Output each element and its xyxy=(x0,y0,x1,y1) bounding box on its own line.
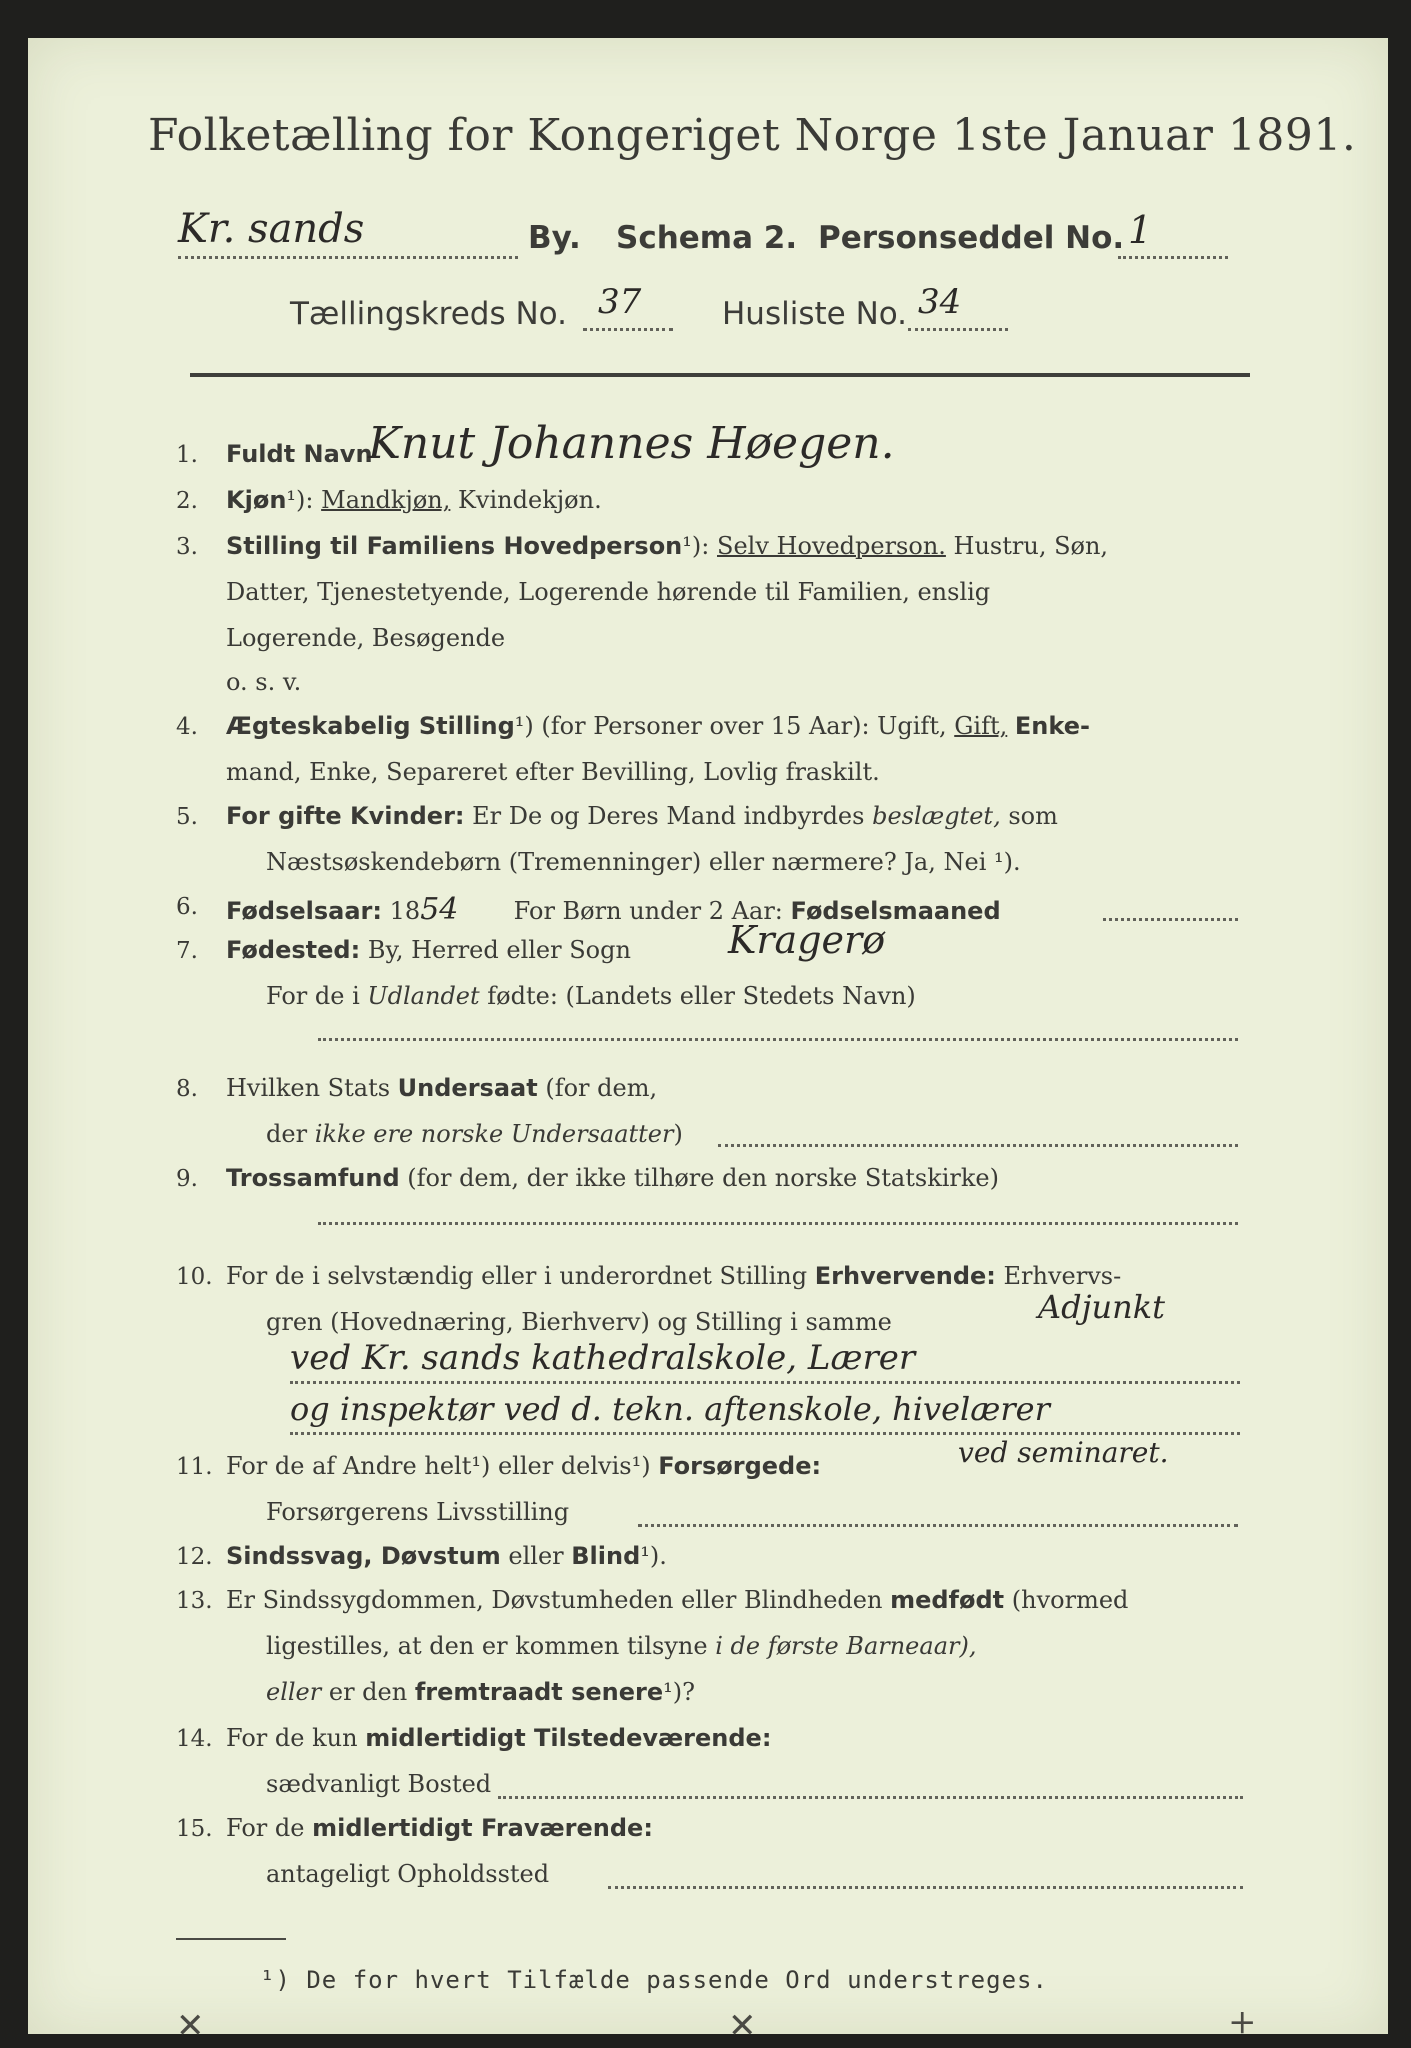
husliste-dotline xyxy=(908,328,1008,331)
q7-line2 xyxy=(266,982,916,1010)
town-dotline xyxy=(178,256,518,259)
q12-line xyxy=(226,1542,667,1570)
q6-answer-year: 54 xyxy=(420,892,459,927)
kreds-dotline xyxy=(583,328,673,331)
q3-line1 xyxy=(226,532,1108,560)
q6-number: 6. xyxy=(176,894,198,920)
q3-line3: Logerende, Besøgende xyxy=(226,624,506,652)
husliste-label: Husliste No. xyxy=(722,296,908,332)
q10-answer3: og inspektør ved d. tekn. aftenskole, hivelærer xyxy=(290,1390,1050,1428)
q11-line1 xyxy=(226,1452,821,1480)
q4-line1 xyxy=(226,712,1090,740)
q8-label: Undersaat xyxy=(397,1074,538,1102)
q13-line1 xyxy=(226,1586,1128,1614)
q4-line1-mid: (for Personer over 15 Aar): Ugift, xyxy=(541,712,947,740)
q8-line1a: Hvilken Stats xyxy=(226,1074,391,1102)
q8-line2: der ikke ere norske Undersaatter) xyxy=(266,1120,683,1148)
q10-answer4: ved seminaret. xyxy=(958,1436,1169,1469)
q3-line1-rest: Hustru, Søn, xyxy=(953,532,1109,560)
q10-dotline2 xyxy=(290,1432,1240,1435)
q8-number: 8. xyxy=(176,1076,198,1102)
q10-line1b: Erhvervs- xyxy=(1003,1262,1122,1290)
q5-line1-end: som xyxy=(1008,802,1058,830)
q8-line2-italic: ikke ere norske Undersaatter xyxy=(314,1120,674,1148)
q2-line xyxy=(226,486,602,514)
q15-label: midlertidigt Fraværende: xyxy=(312,1814,653,1842)
q11-number: 11. xyxy=(176,1454,213,1480)
registration-mark-center-icon: ✕ xyxy=(728,2006,757,2046)
registration-mark-right-icon: + xyxy=(1228,2002,1257,2042)
census-form xyxy=(28,38,1388,2046)
town-handwritten: Kr. sands xyxy=(178,206,365,252)
q15-line1a: For de xyxy=(226,1814,305,1842)
q9-number: 9. xyxy=(176,1166,198,1192)
q4-number: 4. xyxy=(176,714,198,740)
q2-label: Kjøn xyxy=(226,486,287,514)
q14-line2: sædvanligt Bosted xyxy=(266,1770,492,1798)
q6-dotline xyxy=(1103,918,1238,921)
q13-label: medfødt xyxy=(890,1586,1005,1614)
q13-label2: fremtraadt senere xyxy=(414,1678,664,1706)
q4-sup: ¹) xyxy=(514,712,534,740)
q12-label: Sindssvag, Døvstum xyxy=(226,1542,501,1570)
q11-line2: Forsørgerens Livsstilling xyxy=(266,1498,570,1526)
q13-line3 xyxy=(266,1678,695,1706)
q13-number: 13. xyxy=(176,1588,213,1614)
q13-line3b: ¹)? xyxy=(663,1678,696,1706)
q6-mid: For Børn under 2 Aar: xyxy=(513,897,783,925)
q5-italic: beslægtet, xyxy=(872,802,1001,830)
q7-number: 7. xyxy=(176,938,198,964)
q5-number: 5. xyxy=(176,804,198,830)
q14-label: midlertidigt Tilstedeværende: xyxy=(365,1724,772,1752)
header-rule xyxy=(190,373,1250,377)
q12-label2: Blind xyxy=(571,1542,641,1570)
q14-line1 xyxy=(226,1724,771,1752)
q12-number: 12. xyxy=(176,1544,213,1570)
q7-line2b: fødte: (Landets eller Stedets Navn) xyxy=(487,982,916,1010)
q4-label: Ægteskabelig Stilling xyxy=(226,712,515,740)
q10-answer2: ved Kr. sands kathedralskole, Lærer xyxy=(290,1338,916,1378)
q1-label: Fuldt Navn xyxy=(226,440,373,468)
q10-line2: gren (Hovednæring, Bierhverv) og Stilling i samme xyxy=(266,1308,892,1336)
q7-label: Fødested: xyxy=(226,936,361,964)
q3-line4: o. s. v. xyxy=(226,668,302,696)
kreds-label: Tællingskreds No. xyxy=(290,296,567,332)
q9-label: Trossamfund xyxy=(226,1164,400,1192)
q10-number: 10. xyxy=(176,1264,213,1290)
q2-sup: ¹): xyxy=(286,486,314,514)
q7-dotline xyxy=(318,1038,1238,1041)
q13-line2a: ligestilles, at den er kommen tilsyne xyxy=(266,1632,708,1660)
q13-line3a: er den xyxy=(328,1678,408,1706)
q14-line1a: For de kun xyxy=(226,1724,358,1752)
personseddel-label: Personseddel No. xyxy=(818,220,1125,256)
q4-option-selected: Gift, xyxy=(954,712,1008,740)
q2-number: 2. xyxy=(176,488,198,514)
q1-answer-name: Knut Johannes Høegen. xyxy=(368,418,895,469)
q10-line1 xyxy=(226,1262,1121,1290)
q10-line1a: For de i selvstændig eller i underordnet Stilling xyxy=(226,1262,808,1290)
q14-number: 14. xyxy=(176,1726,213,1752)
q9-line1 xyxy=(226,1164,999,1192)
q5-line1 xyxy=(226,802,1058,830)
q8-dotline xyxy=(718,1144,1238,1147)
q10-dotline1 xyxy=(290,1381,1240,1384)
q7-line2a: For de i xyxy=(266,982,360,1010)
q15-line2: antageligt Opholdssted xyxy=(266,1860,550,1888)
q9-dotline xyxy=(318,1222,1238,1225)
q3-option-selected: Selv Hovedperson. xyxy=(717,532,946,560)
q4-line1-end: Enke- xyxy=(1014,712,1090,740)
q5-line2: Næstsøskendebørn (Tremenninger) eller nærmere? Ja, Nei ¹). xyxy=(266,848,1021,876)
q8-line2a: der xyxy=(266,1120,308,1148)
q3-line2: Datter, Tjenestetyende, Logerende hørende til Familien, enslig xyxy=(226,578,991,606)
form-title: Folketælling for Kongeriget Norge 1ste Januar 1891. xyxy=(148,110,1357,161)
q13-line2-italic: i de første Barneaar), xyxy=(715,1632,977,1660)
q10-answer1: Adjunkt xyxy=(1038,1288,1165,1326)
q4-line2: mand, Enke, Separeret efter Bevilling, Lovlig fraskilt. xyxy=(226,758,880,786)
q9-line1-text: (for dem, der ikke tilhøre den norske Statskirke) xyxy=(407,1164,999,1192)
q11-line1a: For de af Andre helt¹) eller delvis¹) xyxy=(226,1452,651,1480)
q15-dotline xyxy=(608,1886,1243,1889)
q2-option-kvindekjon: Kvindekjøn. xyxy=(458,486,602,514)
q7-answer-place: Kragerø xyxy=(728,918,886,962)
personseddel-dotline xyxy=(1118,256,1228,259)
q10-label: Erhvervende: xyxy=(814,1262,996,1290)
q14-dotline xyxy=(498,1796,1243,1799)
q15-number: 15. xyxy=(176,1816,213,1842)
personseddel-number: 1 xyxy=(1128,208,1153,252)
by-label: By. xyxy=(528,220,581,256)
schema-label: Schema 2. xyxy=(616,220,798,256)
q13-line1b: (hvormed xyxy=(1011,1586,1129,1614)
q2-option-mandkjon: Mandkjøn, xyxy=(321,486,451,514)
q7-line1-text: By, Herred eller Sogn xyxy=(367,936,631,964)
q8-line1 xyxy=(226,1074,657,1102)
q13-line2 xyxy=(266,1632,976,1660)
kreds-number: 37 xyxy=(598,282,642,322)
q7-line2-italic: Udlandet xyxy=(367,982,480,1010)
q11-label: Forsørgede: xyxy=(658,1452,822,1480)
q12-end: ¹). xyxy=(640,1542,667,1570)
q6-label2: Fødselsmaaned xyxy=(790,897,1001,925)
q5-line1-text: Er De og Deres Mand indbyrdes xyxy=(472,802,865,830)
footnote-rule xyxy=(176,1938,286,1940)
q15-line1 xyxy=(226,1814,653,1842)
q12-mid: eller xyxy=(508,1542,564,1570)
husliste-number: 34 xyxy=(918,282,962,322)
q13-line1a: Er Sindssygdommen, Døvstumheden eller Blindheden xyxy=(226,1586,883,1614)
footnote: ¹) De for hvert Tilfælde passende Ord understreges. xyxy=(260,1966,1048,1994)
q3-sup: ¹): xyxy=(682,532,710,560)
q8-line1b: (for dem, xyxy=(545,1074,658,1102)
q6-prefix: 18 xyxy=(389,897,421,925)
q11-dotline xyxy=(638,1524,1238,1527)
q5-label: For gifte Kvinder: xyxy=(226,802,465,830)
q6-label: Fødselsaar: xyxy=(226,897,382,925)
q7-line1 xyxy=(226,936,631,964)
q1-number: 1. xyxy=(176,442,198,468)
q13-line3-italic: eller xyxy=(266,1678,322,1706)
q3-label: Stilling til Familiens Hovedperson xyxy=(226,532,683,560)
q3-number: 3. xyxy=(176,534,198,560)
registration-mark-left-icon: ✕ xyxy=(176,2006,205,2046)
